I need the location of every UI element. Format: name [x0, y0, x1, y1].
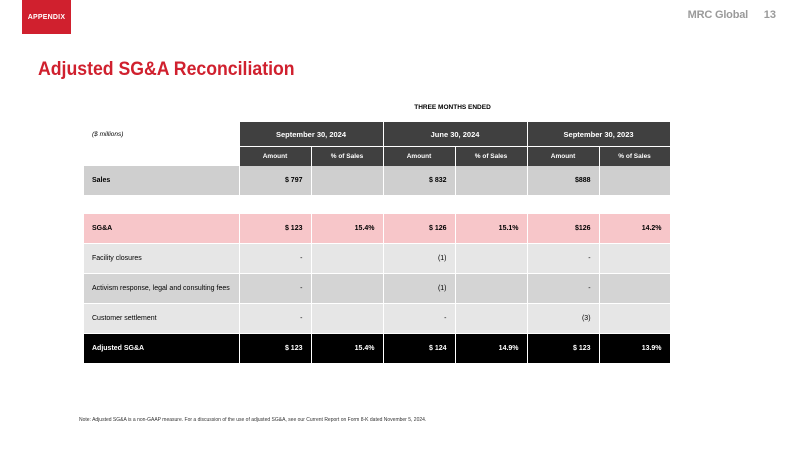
row-label: SG&A [84, 214, 239, 244]
cell-pct [455, 166, 527, 196]
footnote: Note: Adjusted SG&A is a non-GAAP measure. For a discussion of the use of adjusted SG&A, see our Current Report on Form 8-K dated November 5, 2024. [79, 417, 427, 423]
cell-amount: $ 126 [383, 214, 455, 244]
cell-pct [311, 304, 383, 334]
subheader-pct-sales: % of Sales [599, 147, 670, 167]
cell-amount: - [383, 304, 455, 334]
table-row-adjusted-sga [84, 334, 670, 364]
cell-amount: - [527, 244, 599, 274]
row-label: Adjusted SG&A [84, 334, 239, 364]
cell-pct [455, 304, 527, 334]
row-label: Activism response, legal and consulting fees [84, 274, 239, 304]
table-row-sales [84, 166, 670, 196]
table-row-activism-response [84, 274, 670, 304]
appendix-tab: APPENDIX [22, 0, 71, 34]
cell-amount: (1) [383, 274, 455, 304]
cell-amount: $888 [527, 166, 599, 196]
period-header: THREE MONTHS ENDED [414, 104, 491, 111]
cell-amount: - [239, 274, 311, 304]
cell-pct: 15.4% [311, 334, 383, 364]
cell-pct [599, 244, 670, 274]
period-jun-2024: June 30, 2024 [383, 122, 527, 147]
cell-pct [455, 274, 527, 304]
period-sep-2024: September 30, 2024 [239, 122, 383, 147]
page-number: 13 [763, 9, 776, 21]
period-sep-2023: September 30, 2023 [527, 122, 670, 147]
subheader-amount: Amount [527, 147, 599, 167]
cell-pct: 15.4% [311, 214, 383, 244]
cell-pct [599, 304, 670, 334]
cell-amount: (3) [527, 304, 599, 334]
table-row-facility-closures [84, 244, 670, 274]
cell-amount: $126 [527, 214, 599, 244]
cell-pct [311, 166, 383, 196]
cell-amount: - [239, 244, 311, 274]
subheader-pct-sales: % of Sales [455, 147, 527, 167]
cell-pct: 13.9% [599, 334, 670, 364]
cell-pct [455, 244, 527, 274]
cell-pct [599, 166, 670, 196]
cell-amount: $ 124 [383, 334, 455, 364]
cell-pct: 14.2% [599, 214, 670, 244]
cell-amount: $ 123 [239, 334, 311, 364]
table-row-sga [84, 214, 670, 244]
cell-amount: $ 832 [383, 166, 455, 196]
cell-pct: 14.9% [455, 334, 527, 364]
units-spacer [84, 147, 239, 167]
row-label: Sales [84, 166, 239, 196]
brand-logo: MRC Global [687, 9, 748, 21]
subheader-amount: Amount [383, 147, 455, 167]
cell-amount: $ 123 [527, 334, 599, 364]
cell-pct: 15.1% [455, 214, 527, 244]
subheader-amount: Amount [239, 147, 311, 167]
cell-amount: - [527, 274, 599, 304]
reconciliation-table [84, 122, 671, 364]
cell-pct [311, 274, 383, 304]
page-title: Adjusted SG&A Reconciliation [38, 59, 295, 80]
cell-amount: (1) [383, 244, 455, 274]
table-row-customer-settlement [84, 304, 670, 334]
cell-amount: - [239, 304, 311, 334]
cell-pct [599, 274, 670, 304]
subheader-pct-sales: % of Sales [311, 147, 383, 167]
cell-amount: $ 123 [239, 214, 311, 244]
cell-amount: $ 797 [239, 166, 311, 196]
row-spacer [84, 196, 670, 215]
units-label: ($ millions) [84, 122, 239, 147]
row-label: Customer settlement [84, 304, 239, 334]
cell-pct [311, 244, 383, 274]
row-label: Facility closures [84, 244, 239, 274]
